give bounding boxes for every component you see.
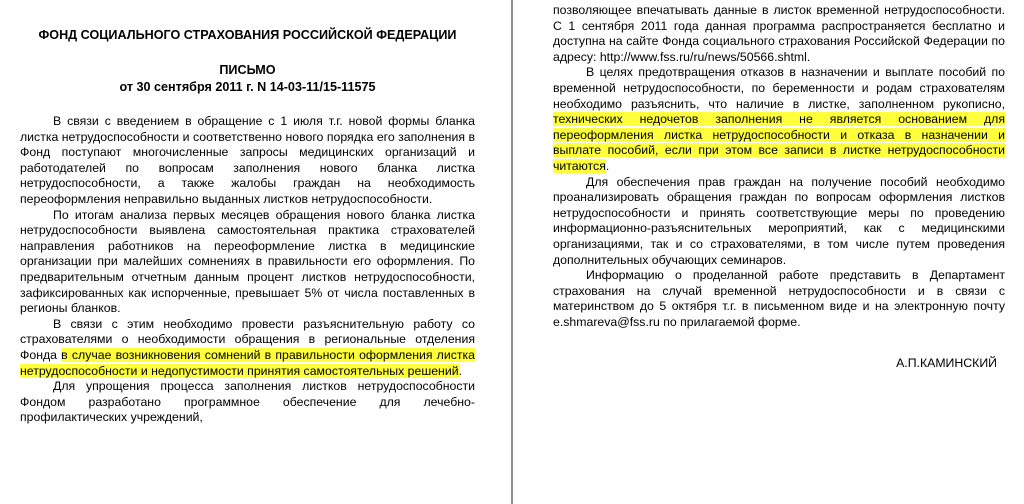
paragraph-text: . bbox=[605, 158, 610, 173]
right-page bbox=[553, 3, 1005, 504]
paragraph-text: . bbox=[458, 363, 463, 378]
signature: А.П.КАМИНСКИЙ bbox=[896, 356, 997, 371]
doc-type: ПИСЬМО bbox=[219, 63, 276, 77]
paragraph: Для обеспечения прав граждан на получение пособий необходимо проанализировать обращения граждан по вопросам оформления листков нетрудоспособности и принять соответствующие меры по проведению информационно-разъяснительных мероприятий, как с медицинскими организациями, так и со страхователями, в том числе путем проведения дополнительных обучающих семинаров. bbox=[553, 174, 1005, 267]
page-divider bbox=[511, 0, 513, 504]
paragraph-text: В связи с этим необходимо провести разъяснительную работу со страхователями о необходимости обращения в региональные отделения Фонда bbox=[20, 316, 475, 362]
highlighted-text: в случае возникновения сомнений в правильности оформления листка нетрудоспособности и недопустимости принятия самостоятельных решений bbox=[20, 347, 475, 378]
letter-heading bbox=[20, 62, 475, 96]
paragraph bbox=[20, 317, 475, 379]
org-title: ФОНД СОЦИАЛЬНОГО СТРАХОВАНИЯ РОССИЙСКОЙ ФЕДЕРАЦИИ bbox=[38, 28, 457, 42]
paragraph: Информацию о проделанной работе представить в Департамент страхования на случай временной нетрудоспособности и в связи с материнством до 5 октября т.г. в письменном виде и на электронную почту e.shmareva@fss.ru по прилагаемой форме. bbox=[553, 268, 1005, 329]
left-page bbox=[20, 0, 475, 504]
paragraph: В связи с введением в обращение с 1 июля т.г. новой формы бланка листка нетрудоспособности и соответственно нового порядка его заполнения в Фонд поступают многочисленные запросы медицинских организаций и работодателей по вопросам заполнения нового бланка листка нетрудоспособности, а также жалобы граждан на необходимость переоформления неправильно выданных листков нетрудоспособности. bbox=[20, 114, 475, 206]
paragraph: Для упрощения процесса заполнения листков нетрудоспособности Фондом разработано программное обеспечение для лечебно-профилактических учреждений, bbox=[20, 379, 475, 425]
highlighted-text: технических недочетов заполнения не является основанием для переоформления листка нетрудоспособности и отказа в назначении и выплате пособий, если при этом все записи в листке нетрудоспособности читаются bbox=[553, 112, 1005, 173]
paragraph bbox=[553, 65, 1005, 174]
paragraph-text: В целях предотвращения отказов в назначении и выплате пособий по временной нетрудоспособности, по беременности и родам страхователям необходимо разъяснить, что наличие в листке, заполненном рукописно, bbox=[553, 65, 1005, 111]
doc-date: от 30 сентября 2011 г. N 14-03-11/15-11575 bbox=[119, 80, 376, 94]
paragraph: По итогам анализа первых месяцев обращения нового бланка листка нетрудоспособности выявлена самостоятельная практика страхователей направления работников на переоформление листка в медицинские организации при малейших сомнениях в правильности его оформления. По предварительным отчетным данным процент листков нетрудоспособности, зафиксированных как испорченные, превышает 5% от числа поставленных в регионы бланков. bbox=[20, 207, 475, 316]
paragraph: позволяющее впечатывать данные в листок временной нетрудоспособности. С 1 сентября 2011 года данная программа распространяется бесплатно и доступна на сайте Фонда социального страхования Российской Федерации по адресу: http://www.fss.ru/ru/news/50566.shtml. bbox=[553, 3, 1005, 64]
